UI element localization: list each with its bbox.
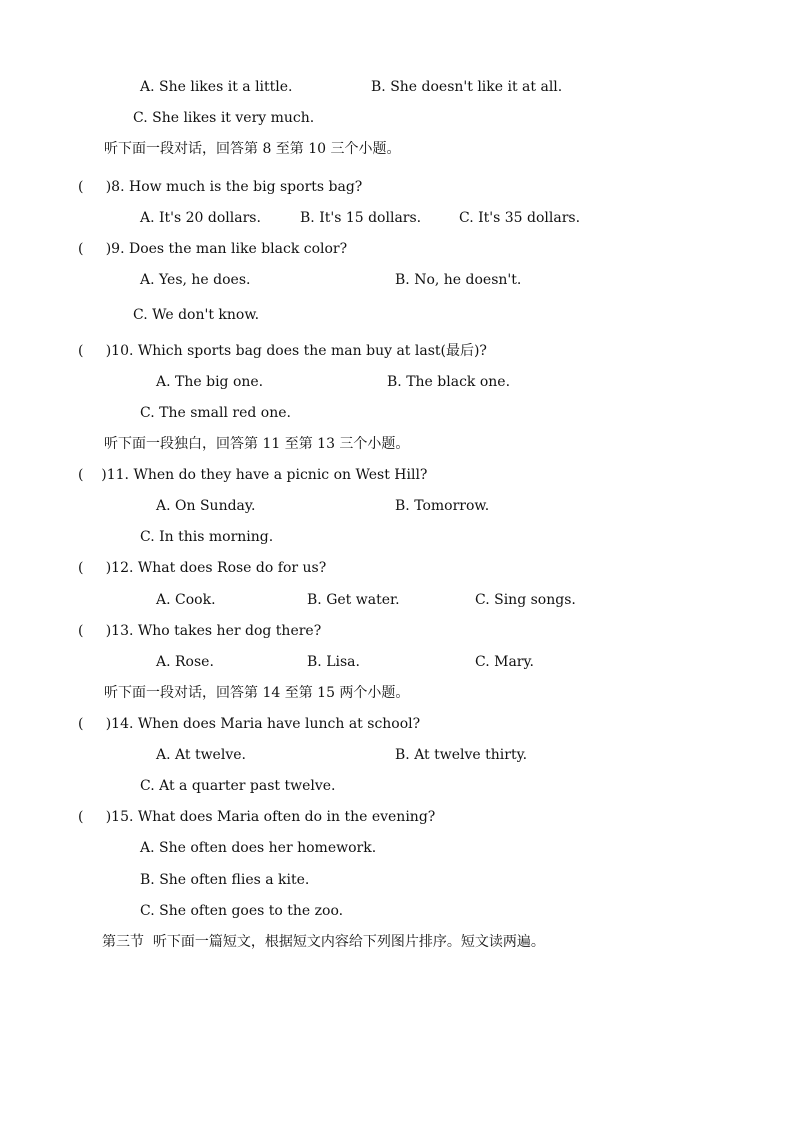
q10-option-c: C. The small red one. — [140, 405, 291, 421]
q7-option-a: A. She likes it a little. — [140, 79, 293, 95]
q10-stem: ( )10. Which sports bag does the man buy at last(最后)? — [78, 343, 487, 359]
q14-stem: ( )14. When does Maria have lunch at school? — [78, 716, 421, 732]
q9-option-a: A. Yes, he does. — [140, 272, 251, 288]
q7-option-c: C. She likes it very much. — [133, 110, 315, 126]
q10-option-b: B. The black one. — [387, 374, 511, 390]
q8-stem: ( )8. How much is the big sports bag? — [78, 179, 363, 195]
q15-option-a: A. She often does her homework. — [140, 840, 377, 856]
q9-stem: ( )9. Does the man like black color? — [78, 241, 348, 257]
q11-stem: ( )11. When do they have a picnic on West Hill? — [78, 467, 428, 483]
section-instruction-14-15: 听下面一段对话，回答第 14 至第 15 两个小题。 — [104, 685, 410, 701]
q11-option-c: C. In this morning. — [140, 529, 274, 545]
section-3-instruction: 第三节 听下面一篇短文，根据短文内容给下列图片排序。短文读两遍。 — [102, 934, 545, 950]
q12-option-a: A. Cook. — [156, 592, 216, 608]
q8-option-a: A. It's 20 dollars. — [140, 210, 261, 226]
q9-option-c: C. We don't know. — [133, 307, 260, 323]
q15-option-c: C. She often goes to the zoo. — [140, 903, 344, 919]
q15-stem: ( )15. What does Maria often do in the evening? — [78, 809, 436, 825]
q8-option-b: B. It's 15 dollars. — [300, 210, 422, 226]
section-instruction-11-13: 听下面一段独白，回答第 11 至第 13 三个小题。 — [104, 436, 410, 452]
q13-stem: ( )13. Who takes her dog there? — [78, 623, 322, 639]
q12-option-c: C. Sing songs. — [475, 592, 576, 608]
q8-option-c: C. It's 35 dollars. — [459, 210, 581, 226]
q9-option-b: B. No, he doesn't. — [395, 272, 522, 288]
q14-option-c: C. At a quarter past twelve. — [140, 778, 336, 794]
q12-stem: ( )12. What does Rose do for us? — [78, 560, 327, 576]
q14-option-a: A. At twelve. — [156, 747, 246, 763]
q11-option-a: A. On Sunday. — [156, 498, 256, 514]
q14-option-b: B. At twelve thirty. — [395, 747, 528, 763]
section-instruction-8-10: 听下面一段对话，回答第 8 至第 10 三个小题。 — [104, 141, 401, 157]
q10-option-a: A. The big one. — [156, 374, 264, 390]
q13-option-a: A. Rose. — [156, 654, 214, 670]
q13-option-c: C. Mary. — [475, 654, 534, 670]
q13-option-b: B. Lisa. — [307, 654, 360, 670]
q12-option-b: B. Get water. — [307, 592, 400, 608]
q11-option-b: B. Tomorrow. — [395, 498, 490, 514]
q7-option-b: B. She doesn't like it at all. — [371, 79, 563, 95]
q15-option-b: B. She often flies a kite. — [140, 872, 310, 888]
